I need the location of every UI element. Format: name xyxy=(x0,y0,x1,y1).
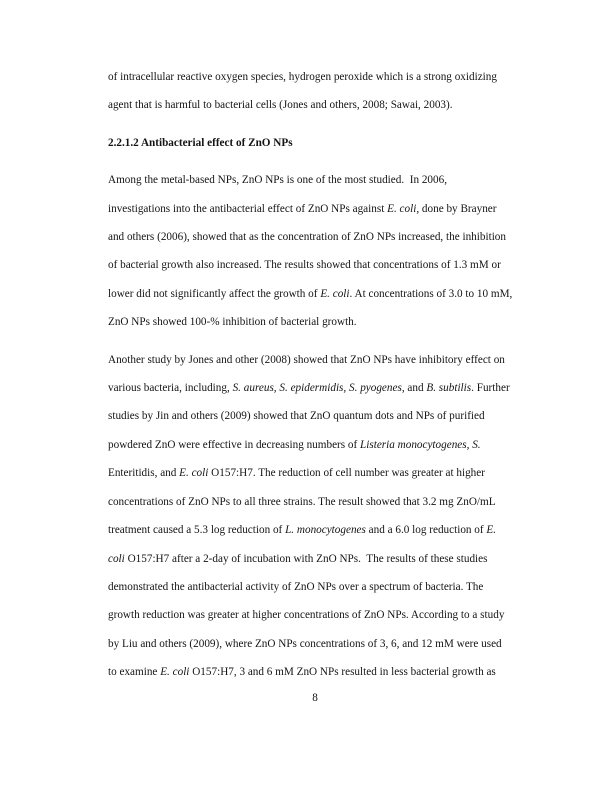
page-number: 8 xyxy=(312,692,318,704)
text-segment: of bacterial growth also increased. The results showed that concentrations of 1.3 mM or xyxy=(108,259,501,272)
text-segment: ZnO NPs showed 100-% inhibition of bacterial growth. xyxy=(108,316,357,329)
text-line xyxy=(108,91,522,119)
paragraph-jones-jin-liu-studies xyxy=(108,346,522,687)
text-segment: . At concentrations of 3.0 to 10 mM, xyxy=(349,287,513,300)
paragraph-brayner-study xyxy=(108,166,522,336)
text-segment: B. subtilis xyxy=(426,382,472,395)
text-segment: Among the metal-based NPs, ZnO NPs is one of the most studied. In 2006, xyxy=(108,174,448,187)
text-segment: S. aureus, S. epidermidis, S. pyogenes, xyxy=(232,382,405,395)
text-segment: studies by Jin and others (2009) showed that ZnO quantum dots and NPs of purified xyxy=(108,410,485,423)
text-segment: O157:H7. The reduction of cell number was greater at higher xyxy=(208,467,485,480)
text-segment: lower did not significantly affect the growth of xyxy=(108,287,321,300)
text-segment: investigations into the antibacterial effect of ZnO NPs against xyxy=(108,202,388,215)
text-segment: concentrations of ZnO NPs to all three strains. The result showed that 3.2 mg ZnO/mL xyxy=(108,495,496,508)
text-line xyxy=(108,195,522,223)
text-line xyxy=(108,346,522,374)
text-line xyxy=(108,573,522,601)
text-segment: E. coli xyxy=(320,287,350,300)
text-segment: E. coli xyxy=(179,467,209,480)
text-line xyxy=(108,630,522,658)
text-line xyxy=(108,402,522,430)
text-segment: L. monocytogenes xyxy=(285,524,366,537)
text-line xyxy=(108,166,522,194)
text-segment: and others (2006), showed that as the concentration of ZnO NPs increased, the inhibition xyxy=(108,231,506,244)
text-segment: and a 6.0 log reduction of xyxy=(365,524,487,537)
text-line xyxy=(108,223,522,251)
text-segment: . Further xyxy=(471,382,510,395)
text-segment: Another study by Jones and other (2008) showed that ZnO NPs have inhibitory effect on xyxy=(108,353,505,366)
text-segment: coli xyxy=(108,552,125,565)
text-segment: and xyxy=(404,382,427,395)
text-segment: to examine xyxy=(108,666,161,679)
text-segment: E. xyxy=(486,524,497,537)
text-segment: , done by Brayner xyxy=(416,202,497,215)
section-heading xyxy=(108,129,522,157)
text-line xyxy=(108,488,522,516)
text-segment: various bacteria, including, xyxy=(108,382,233,395)
text-line xyxy=(108,459,522,487)
intro-paragraph xyxy=(108,63,522,120)
text-line xyxy=(108,308,522,336)
text-segment: O157:H7, 3 and 6 mM ZnO NPs resulted in less bacterial growth as xyxy=(189,666,496,679)
text-segment: Enteritidis, and xyxy=(108,467,180,480)
text-segment: treatment caused a 5.3 log reduction of xyxy=(108,524,286,537)
text-line xyxy=(108,516,522,544)
text-line xyxy=(108,374,522,402)
text-segment: 2.2.1.2 Antibacterial effect of ZnO NPs xyxy=(108,136,293,149)
text-segment: O157:H7 after a 2-day of incubation with ZnO NPs. The results of these studies xyxy=(124,552,488,565)
text-segment: E. coli xyxy=(387,202,417,215)
text-line xyxy=(108,251,522,279)
text-line xyxy=(108,280,522,308)
text-segment: agent that is harmful to bacterial cells (Jones and others, 2008; Sawai, 2003). xyxy=(108,99,453,112)
text-segment: of intracellular reactive oxygen species, hydrogen peroxide which is a strong oxidizing xyxy=(108,71,497,83)
text-content xyxy=(108,63,522,696)
text-segment: demonstrated the antibacterial activity of ZnO NPs over a spectrum of bacteria. The xyxy=(108,580,484,593)
text-segment: Listeria monocytogenes, S. xyxy=(360,438,481,451)
text-line xyxy=(108,545,522,573)
text-segment: powdered ZnO were effective in decreasing numbers of xyxy=(108,438,361,451)
text-line xyxy=(108,431,522,459)
text-line xyxy=(108,63,522,91)
text-segment: by Liu and others (2009), where ZnO NPs concentrations of 3, 6, and 12 mM were used xyxy=(108,637,502,650)
text-segment: growth reduction was greater at higher concentrations of ZnO NPs. According to a study xyxy=(108,609,505,622)
text-segment: E. coli xyxy=(160,666,190,679)
text-line xyxy=(108,601,522,629)
text-line xyxy=(108,658,522,686)
text-line xyxy=(108,129,522,157)
